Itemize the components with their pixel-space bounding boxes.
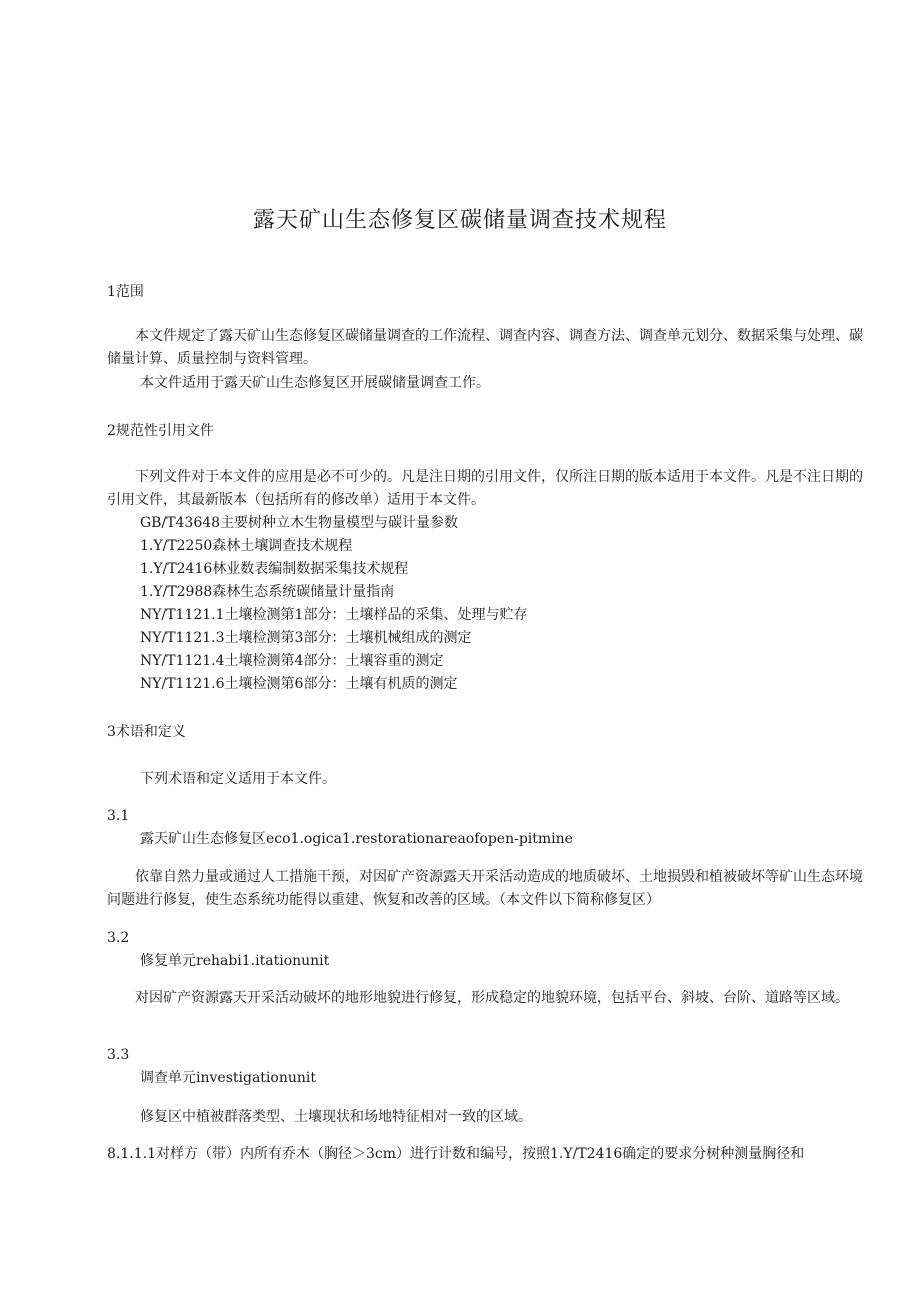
reference-item: 1.Y/T2988森林生态系统碳储量计量指南: [140, 584, 395, 600]
term-definition: 依靠自然力量或通过人工措施干预，对因矿产资源露天开采活动造成的地质破坏、土地损毁和植被破坏等矿山生态环境问题进行修复，使生态系统功能得以重建、恢复和改善的区域。（本文件以下简称修复区）: [107, 869, 863, 908]
reference-item: NY/T1121.6土壤检测第6部分：土壤有机质的测定: [140, 676, 458, 692]
section-1-heading: 1范围: [107, 284, 144, 300]
reference-item: NY/T1121.1土壤检测第1部分：土壤样品的采集、处理与贮存: [140, 607, 528, 623]
clause-8-1-1-1: 8.1.1.1对样方（带）内所有乔木（胸径＞3cm）进行计数和编号，按照1.Y/T2416确定的要求分树种测量胸径和: [107, 1146, 805, 1162]
reference-item: 1.Y/T2250森林土壤调查技术规程: [140, 538, 353, 554]
reference-item: GB/T43648主要树种立木生物量模型与碳计量参数: [140, 515, 459, 531]
term-definition: 修复区中植被群落类型、土壤现状和场地特征相对一致的区域。: [140, 1109, 532, 1125]
section-2-paragraph-1: 下列文件对于本文件的应用是必不可少的。凡是注日期的引用文件，仅所注日期的版本适用于本文件。凡是不注日期的引用文件，其最新版本（包括所有的修改单）适用于本文件。: [107, 469, 863, 508]
term-number: 3.2: [107, 930, 130, 946]
document-title: 露天矿山生态修复区碳储量调查技术规程: [252, 208, 667, 233]
term-title: 修复单元rehabi1.itationunit: [140, 953, 330, 969]
section-2-heading: 2规范性引用文件: [107, 423, 214, 439]
reference-item: 1.Y/T2416林业数表编制数据采集技术规程: [140, 561, 409, 577]
term-title: 调查单元investigationunit: [140, 1070, 316, 1086]
section-3-heading: 3术语和定义: [107, 724, 186, 740]
reference-item: NY/T1121.3土壤检测第3部分：土壤机械组成的测定: [140, 630, 472, 646]
term-number: 3.1: [107, 808, 130, 824]
term-definition: 对因矿产资源露天开采活动破坏的地形地貌进行修复，形成稳定的地貌环境，包括平台、斜坡、台阶、道路等区域。: [135, 990, 849, 1006]
section-3-intro: 下列术语和定义适用于本文件。: [140, 771, 336, 787]
term-number: 3.3: [107, 1047, 130, 1063]
reference-item: NY/T1121.4土壤检测第4部分：土壤容重的测定: [140, 653, 444, 669]
section-1-paragraph-1: 本文件规定了露天矿山生态修复区碳储量调查的工作流程、调查内容、调查方法、调查单元划分、数据采集与处理、碳储量计算、质量控制与资料管理。: [107, 328, 863, 367]
section-1-paragraph-2: 本文件适用于露天矿山生态修复区开展碳储量调查工作。: [140, 375, 490, 391]
term-title: 露天矿山生态修复区eco1.ogica1.restorationareaofopen-pitmine: [140, 831, 573, 847]
